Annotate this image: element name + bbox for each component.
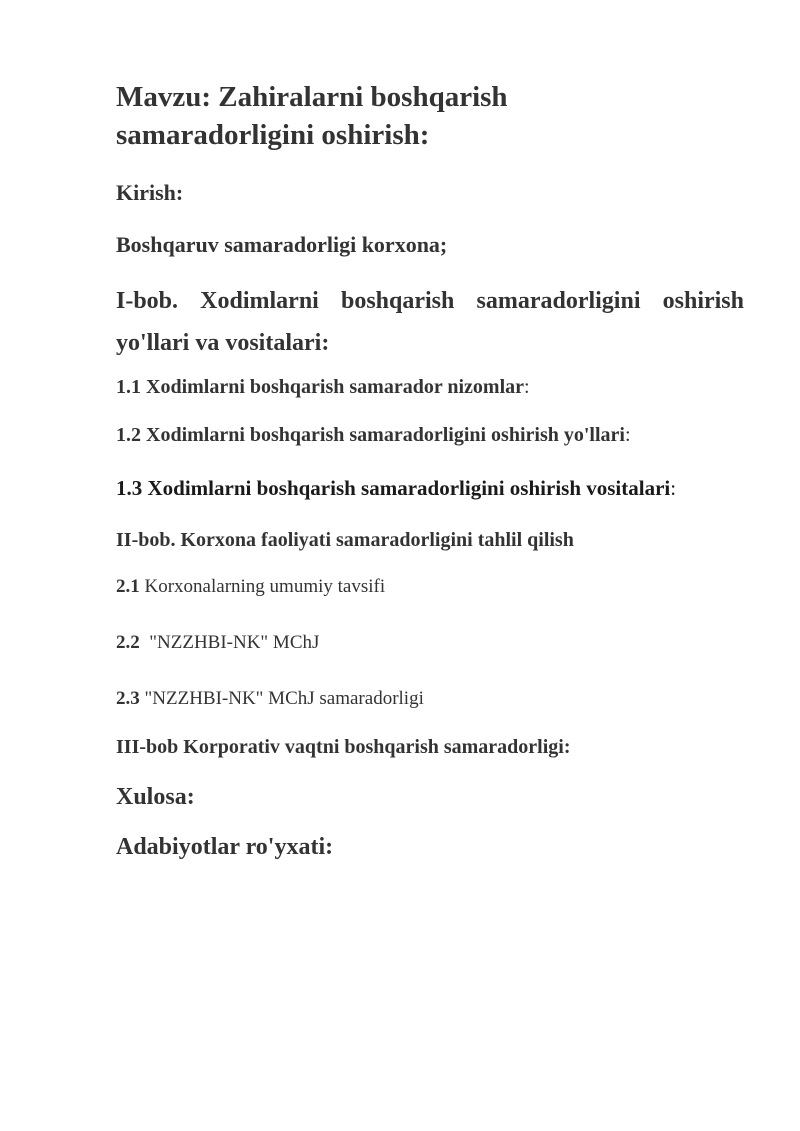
chapter-1-line-2: yo'llari va vositalari: (116, 330, 330, 356)
toc-item-2-2 (116, 632, 319, 654)
toc-item-1-1 (116, 376, 530, 399)
toc-number: 1.3 (116, 476, 143, 500)
toc-text: Xodimlarni boshqarish samarador nizomlar (146, 376, 524, 398)
toc-item-1-3 (116, 476, 676, 501)
toc-text: Xodimlarni boshqarish samaradorligini oshirish yo'llari (146, 424, 625, 446)
references-heading: Adabiyotlar ro'yxati: (116, 834, 334, 860)
chapter-1-word: I-bob. (116, 288, 179, 314)
intro-heading: Kirish: (116, 180, 184, 205)
subtitle-heading: Boshqaruv samaradorligi korxona; (116, 232, 448, 257)
toc-number: 1.2 (116, 424, 141, 446)
toc-item-1-2 (116, 424, 631, 447)
conclusion-heading: Xulosa: (116, 784, 195, 810)
chapter-1-word: boshqarish (340, 288, 455, 314)
chapter-1-word: Xodimlarni (200, 288, 319, 314)
toc-text: "NZZHBI-NK" MChJ samaradorligi (139, 688, 424, 709)
toc-number: 2.2 (116, 632, 140, 653)
toc-item-2-1 (116, 576, 385, 598)
toc-colon: : (670, 476, 677, 500)
toc-text: "NZZHBI-NK" MChJ (139, 632, 320, 653)
title-line-2: samaradorligini oshirish: (116, 119, 430, 151)
chapter-2-heading: II-bob. Korxona faoliyati samaradorligini tahlil qilish (116, 529, 574, 551)
toc-colon: : (624, 424, 631, 446)
chapter-3-heading: III-bob Korporativ vaqtni boshqarish samaradorligi: (116, 736, 571, 758)
chapter-1-word: samaradorligini (476, 288, 641, 314)
chapter-1-word: oshirish (662, 288, 744, 314)
toc-number: 2.1 (116, 576, 140, 597)
chapter-1-heading (116, 280, 744, 364)
toc-text: Korxonalarning umumiy tavsifi (139, 576, 386, 597)
title-line-1: Mavzu: Zahiralarni boshqarish (116, 81, 508, 113)
toc-number: 1.1 (116, 376, 141, 398)
toc-colon: : (524, 376, 530, 398)
toc-item-2-3 (116, 688, 424, 710)
toc-text: Xodimlarni boshqarish samaradorligini oshirish vositalari (147, 476, 671, 500)
toc-number: 2.3 (116, 688, 140, 709)
document-title (116, 78, 676, 154)
